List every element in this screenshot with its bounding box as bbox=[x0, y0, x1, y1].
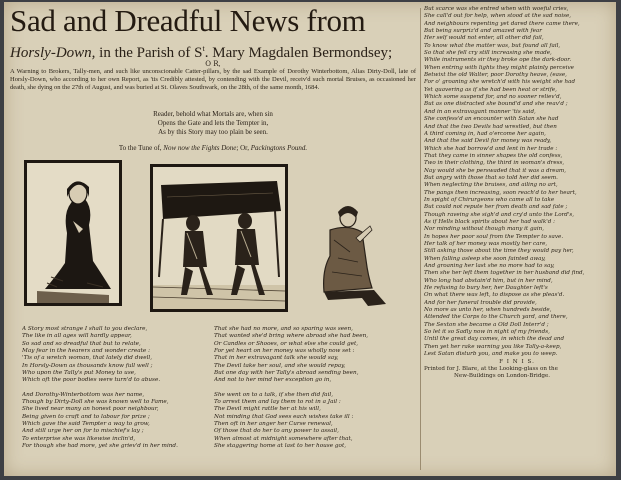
verse-line: A Story most strange I shall to you declare, bbox=[22, 326, 148, 332]
verse-line: She went on to a talk, if she then did fail, bbox=[214, 391, 334, 398]
verse-line: But one day with her Tally's abroad sending been, bbox=[214, 370, 359, 377]
verse-line: To arrest them and lay them to rot in a Jail : bbox=[214, 399, 341, 406]
verse-line: She lived near many an honest poor neighbour, bbox=[22, 406, 159, 413]
verse-line: Her self would not enter, all other did fail, bbox=[424, 35, 544, 42]
verse-line: And Dorothy-Winterbottom was her name, bbox=[22, 391, 145, 398]
verse-line: Which oft the poor bodies were turn'd to abuse. bbox=[22, 377, 161, 384]
verse-line: Which some suspend for, and no sooner reliev'd, bbox=[424, 94, 562, 101]
verse-line: Her talk of her money was mostly her care, bbox=[424, 241, 548, 247]
or-line: O R, bbox=[205, 60, 221, 68]
subtitle-sup: t bbox=[202, 44, 205, 53]
verse-line: The Sexton she became a Old Doll Interr'd ; bbox=[424, 321, 549, 328]
verse-line: The Devil might rattle her at his will, bbox=[214, 406, 321, 413]
verse-line: Attended the Corps to the Church yard, and there, bbox=[424, 314, 568, 321]
verse-line: Which gave the said Tempter a way to grow, bbox=[22, 421, 150, 428]
intro-paragraph: A Warning to Brokers, Tally-men, and such like unconscionable Catter-pillars, by the sad Example of Dorothy Winterbottom, Alias Dirty-Doll, late of Horsly-Down, who according to her own Report, as 'tis Credibly attested, by contending with the Devil, receiv'd such mortal Bruises, as occasioned her death, she dying on the 27th of August, and was buried at St. Olaves Southwark, on the 28th, of the same month, 1684. bbox=[10, 68, 416, 92]
reader-line: Opens the Gate and lets the Tempter in, bbox=[157, 119, 269, 127]
verse-line: So that she fell cry still increasing she made, bbox=[424, 50, 552, 57]
page-title: Sad and Dreadful News from bbox=[10, 3, 366, 38]
verse-line: And still urge her on for to mischief's lay ; bbox=[22, 428, 144, 435]
verse-line: She confess'd an encounter with Satan she had bbox=[424, 116, 559, 123]
verse-line: When neglecting the bruises, and ailing no art, bbox=[424, 182, 558, 189]
printer-imprint: Printed for J. Blare, at the Looking-glass on the bbox=[424, 365, 558, 372]
verse-line: Betwixt the old Walter, poor Dorothy heave, (ease, bbox=[424, 72, 567, 79]
verse-line: Two in their clothing, the third in woman's dress, bbox=[424, 160, 565, 167]
verse-line: And neighbours repenting yet dared there came there, bbox=[424, 20, 580, 27]
verse-line: Then yet her rake warning you like Tally-a-keep, bbox=[424, 343, 562, 350]
verse-line: And not to her mind her exception go in, bbox=[214, 377, 332, 384]
verse-line: Still asking those about the time they would pay her, bbox=[424, 248, 574, 255]
verse-line: The Devil take her soul, and she would repay, bbox=[214, 362, 346, 369]
verse-line: To know what the matter was, but found all fail, bbox=[424, 42, 561, 49]
verse-line: 'Tis of a wretch woman, that lately did dwell, bbox=[22, 355, 153, 362]
verse-line: But as one distracted she bound'd and she reav'd ; bbox=[424, 101, 568, 108]
verse-line: In Horsly-Down as thousands know full well ; bbox=[22, 362, 153, 369]
verse-line: And groaning her last she no more had to say, bbox=[424, 263, 555, 270]
verse-line: Until the great day comes, in which the dead and bbox=[424, 336, 565, 343]
verse-line: Or Candles or Shooes, or what else she could get, bbox=[214, 340, 359, 347]
verse-line: No more as unto her, when hundreds beside, bbox=[424, 307, 552, 314]
verse-line: He refusing to bury her, her Daughter left's bbox=[424, 285, 548, 292]
woodcut-man bbox=[308, 200, 392, 308]
verse-line: She staggering home at last to her house got, bbox=[214, 443, 347, 450]
verse-line: For though she had more, yet she griev'd in her mind. bbox=[22, 443, 178, 450]
verse-line: The like in all ages will hardly appear, bbox=[22, 333, 132, 340]
verse-line: Yet quavering as if she had been heat or strife, bbox=[424, 86, 557, 93]
verse-line: That in her extravagant talk she would say, bbox=[214, 355, 339, 362]
subtitle-suffix: . Mary Magdalen Bermondsey; bbox=[204, 45, 393, 61]
verse-line: In spight of Chirurgeons who came all to take bbox=[424, 196, 555, 203]
finis-line: F I N I S. bbox=[499, 358, 535, 365]
verse-line: Though raveing she sigh'd and cry'd unto the Lord's, bbox=[424, 211, 575, 218]
verse-line: For o' groaning she wretch'd with his weight she had bbox=[424, 79, 576, 86]
tune-name-1: Now now the Fights Done bbox=[163, 144, 237, 152]
verse-column-2 bbox=[214, 326, 418, 476]
verse-line: A third coming in, had o'ercome her again, bbox=[424, 130, 546, 137]
woodcut-funeral bbox=[150, 164, 288, 312]
verse-line: But being surpriz'd and amazed with fear bbox=[424, 28, 542, 35]
verse-line: May fear in the hearers and wonder create : bbox=[22, 348, 151, 355]
verse-line: When almost at midnight somewhere after that, bbox=[214, 435, 353, 442]
praying-man-illustration bbox=[308, 200, 392, 308]
verse-line: While instruments sir they broke ope the dark-door. bbox=[424, 57, 572, 64]
reader-line: Reader, behold what Mortals are, when sin bbox=[153, 110, 273, 118]
left-panel bbox=[8, 4, 418, 474]
verse-line: On what there was left, to dispose as she pleas'd. bbox=[424, 292, 565, 299]
verse-line: That she had no more, and so sparing was seen, bbox=[214, 326, 353, 332]
subtitle-middle: in the Parish of S bbox=[95, 45, 203, 61]
verse-line bbox=[22, 385, 208, 392]
verse-line: In hopes her poor soul from the Tempter to save. bbox=[424, 233, 564, 240]
verse-column-right bbox=[424, 6, 610, 474]
verse-line: That they came in sinner shapes the old confess, bbox=[424, 152, 563, 159]
verse-line: Nor minding without though many it gain, bbox=[424, 226, 545, 233]
verse-line: The pangs then increasing, soon reach'd to her heart, bbox=[424, 189, 577, 196]
verse-line: Nay would she be perswaded that it was a dream, bbox=[424, 167, 567, 174]
tune-line bbox=[8, 144, 418, 153]
tune-mid: ; Or, bbox=[236, 144, 251, 152]
tune-prefix: To the Tune of, bbox=[118, 144, 164, 152]
verse-line: So sad and so dreadful that but to relate, bbox=[22, 340, 141, 347]
verse-line: Not minding that God sees each wishes take ill : bbox=[214, 413, 354, 420]
verse-line: That wanted she'd bring where abroad she had been, bbox=[214, 333, 369, 340]
verse-column-1 bbox=[22, 326, 208, 476]
coffin-bearers-illustration bbox=[153, 167, 285, 309]
printer-imprint: New-Buildings on London-Bridge. bbox=[454, 373, 551, 380]
woodcut-woman bbox=[24, 160, 122, 306]
kneeling-woman-illustration bbox=[27, 163, 119, 303]
verse-line: And that the said Devil for money was ready, bbox=[424, 138, 552, 145]
verse-line: Lest Satan disturb you, and make you to weep. bbox=[424, 351, 558, 358]
verse-line: Who upon the Tally's put Money to use, bbox=[22, 370, 136, 377]
verse-line: Being given to craft and to labour for prize ; bbox=[22, 413, 150, 420]
verse-line: When falling asleep she soon fainted away, bbox=[424, 255, 546, 262]
verse-line: For yet heart on her money was wholly now set : bbox=[214, 348, 355, 355]
verse-line: As if Hells black spirits about her had walk'd : bbox=[424, 218, 556, 225]
reader-verse bbox=[8, 110, 418, 137]
subtitle bbox=[10, 40, 416, 61]
verse-line: And that the two Devils had wrestled, but then bbox=[424, 123, 557, 130]
verse-line: And for her funeral trouble did provide, bbox=[424, 299, 537, 306]
verse-line: Then oft in her anger her Curse renewal, bbox=[214, 421, 333, 428]
verse-line: When entring with lights they might plainly perceive bbox=[424, 64, 574, 71]
verse-line: Of those that do her to any power to assail, bbox=[214, 428, 339, 435]
verse-line: But could not repute her from death and sad fate ; bbox=[424, 204, 568, 211]
reader-line: As by this Story may too plain be seen. bbox=[158, 128, 268, 136]
verse-line: Though by Dirty-Doll she was known well to Fame, bbox=[22, 399, 169, 406]
verse-line bbox=[214, 385, 418, 392]
verse-line: Then she her left them together in her husband did find, bbox=[424, 270, 585, 277]
verse-line: She call'd out for help, when stood at the sad noise, bbox=[424, 13, 572, 20]
column-divider bbox=[420, 8, 421, 470]
verse-line: But scarce was she entred when with woeful cries, bbox=[424, 6, 569, 12]
subtitle-place: Horsly-Down, bbox=[10, 45, 96, 61]
tune-name-2: Packingtons Pound. bbox=[250, 144, 308, 152]
verse-line: But angry with those that so told her did seem. bbox=[424, 174, 558, 181]
verse-line: Which she had borrow'd and lent in her trade : bbox=[424, 145, 558, 152]
verse-line: Who long had abstain'd him, but in her mind, bbox=[424, 277, 553, 284]
verse-line: And in an extravagant manner 'tis said, bbox=[424, 108, 536, 115]
broadside-sheet bbox=[4, 2, 616, 476]
verse-line: To enterprise she was likewise inclin'd, bbox=[22, 435, 136, 442]
verse-line: So let it so Sadly now in night of my friends, bbox=[424, 329, 550, 336]
